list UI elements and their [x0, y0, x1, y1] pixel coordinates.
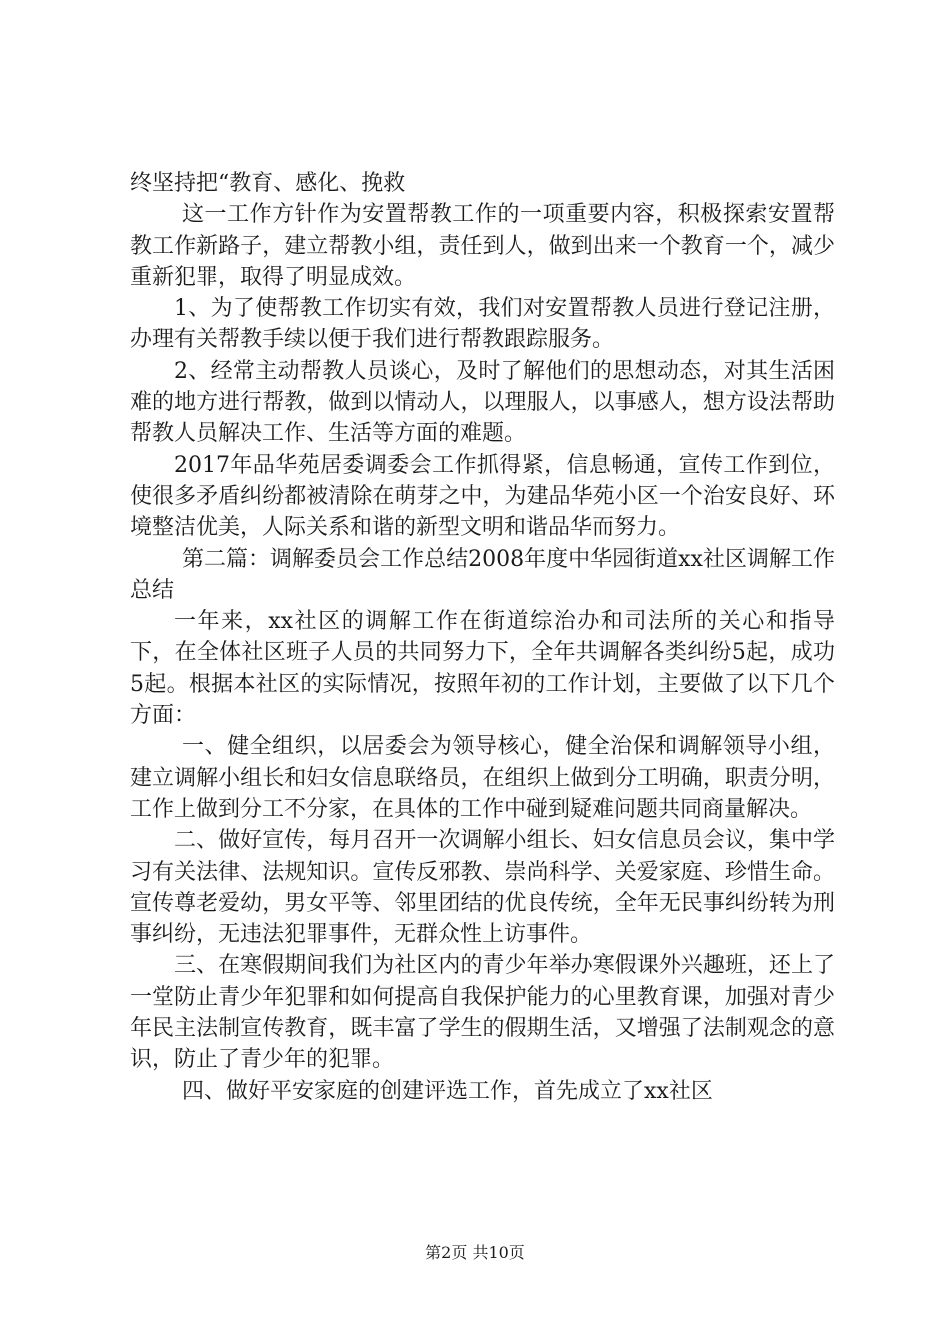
paragraph-8: 二、做好宣传，每月召开一次调解小组长、妇女信息员会议，集中学习有关法律、法规知识。宣传反邪教、崇尚科学、关爱家庭、珍惜生命。宣传尊老爱幼，男女平等、邻里团结的优良传统，全年无民事纠纷转为刑事纠纷，无违法犯罪事件，无群众性上访事件。 — [130, 828, 835, 948]
paragraph-1: 终坚持把“教育、感化、挽救 — [130, 171, 406, 196]
section-heading: 第二篇：调解委员会工作总结2008年度中华园街道xx社区调解工作总结 — [130, 546, 835, 603]
paragraph-5: 2017年品华苑居委调委会工作抓得紧，信息畅通，宣传工作到位，使很多矛盾纠纷都被清除在萌芽之中，为建品华苑小区一个治安良好、环境整洁优美，人际关系和谐的新型文明和谐品华而努力。 — [130, 452, 835, 541]
paragraph-9: 三、在寒假期间我们为社区内的青少年举办寒假课外兴趣班，还上了一堂防止青少年犯罪和如何提高自我保护能力的心里教育课，加强对青少年民主法制宣传教育，既丰富了学生的假期生活，又增强了法制观念的意识，防止了青少年的犯罪。 — [130, 953, 835, 1073]
paragraph-7: 一、健全组织，以居委会为领导核心，健全治保和调解领导小组，建立调解小组长和妇女信息联络员，在组织上做到分工明确，职责分明，工作上做到分工不分家，在具体的工作中碰到疑难问题共同商量解决。 — [130, 734, 835, 822]
paragraph-6: 一年来，xx社区的调解工作在街道综治办和司法所的关心和指导下，在全体社区班子人员的共同努力下，全年共调解各类纠纷5起，成功5起。根据本社区的实际情况，按照年初的工作计划，主要做了以下几个方面： — [130, 609, 835, 729]
paragraph-3: 1、为了使帮教工作切实有效，我们对安置帮教人员进行登记注册，办理有关帮教手续以便于我们进行帮教跟踪服务。 — [130, 296, 835, 353]
page-number-label: 第2页 共10页 — [425, 1243, 525, 1262]
paragraph-10: 四、做好平安家庭的创建评选工作，首先成立了xx社区 — [182, 1078, 713, 1104]
document-body — [130, 168, 835, 1107]
paragraph-4: 2、经常主动帮教人员谈心，及时了解他们的思想动态，对其生活困难的地方进行帮教，做到以情动人，以理服人，以事感人，想方设法帮助帮教人员解决工作、生活等方面的难题。 — [130, 358, 835, 447]
paragraph-2: 这一工作方针作为安置帮教工作的一项重要内容，积极探索安置帮教工作新路子，建立帮教小组，责任到人，做到出来一个教育一个，减少重新犯罪，取得了明显成效。 — [130, 202, 835, 290]
page-footer — [0, 1240, 950, 1263]
